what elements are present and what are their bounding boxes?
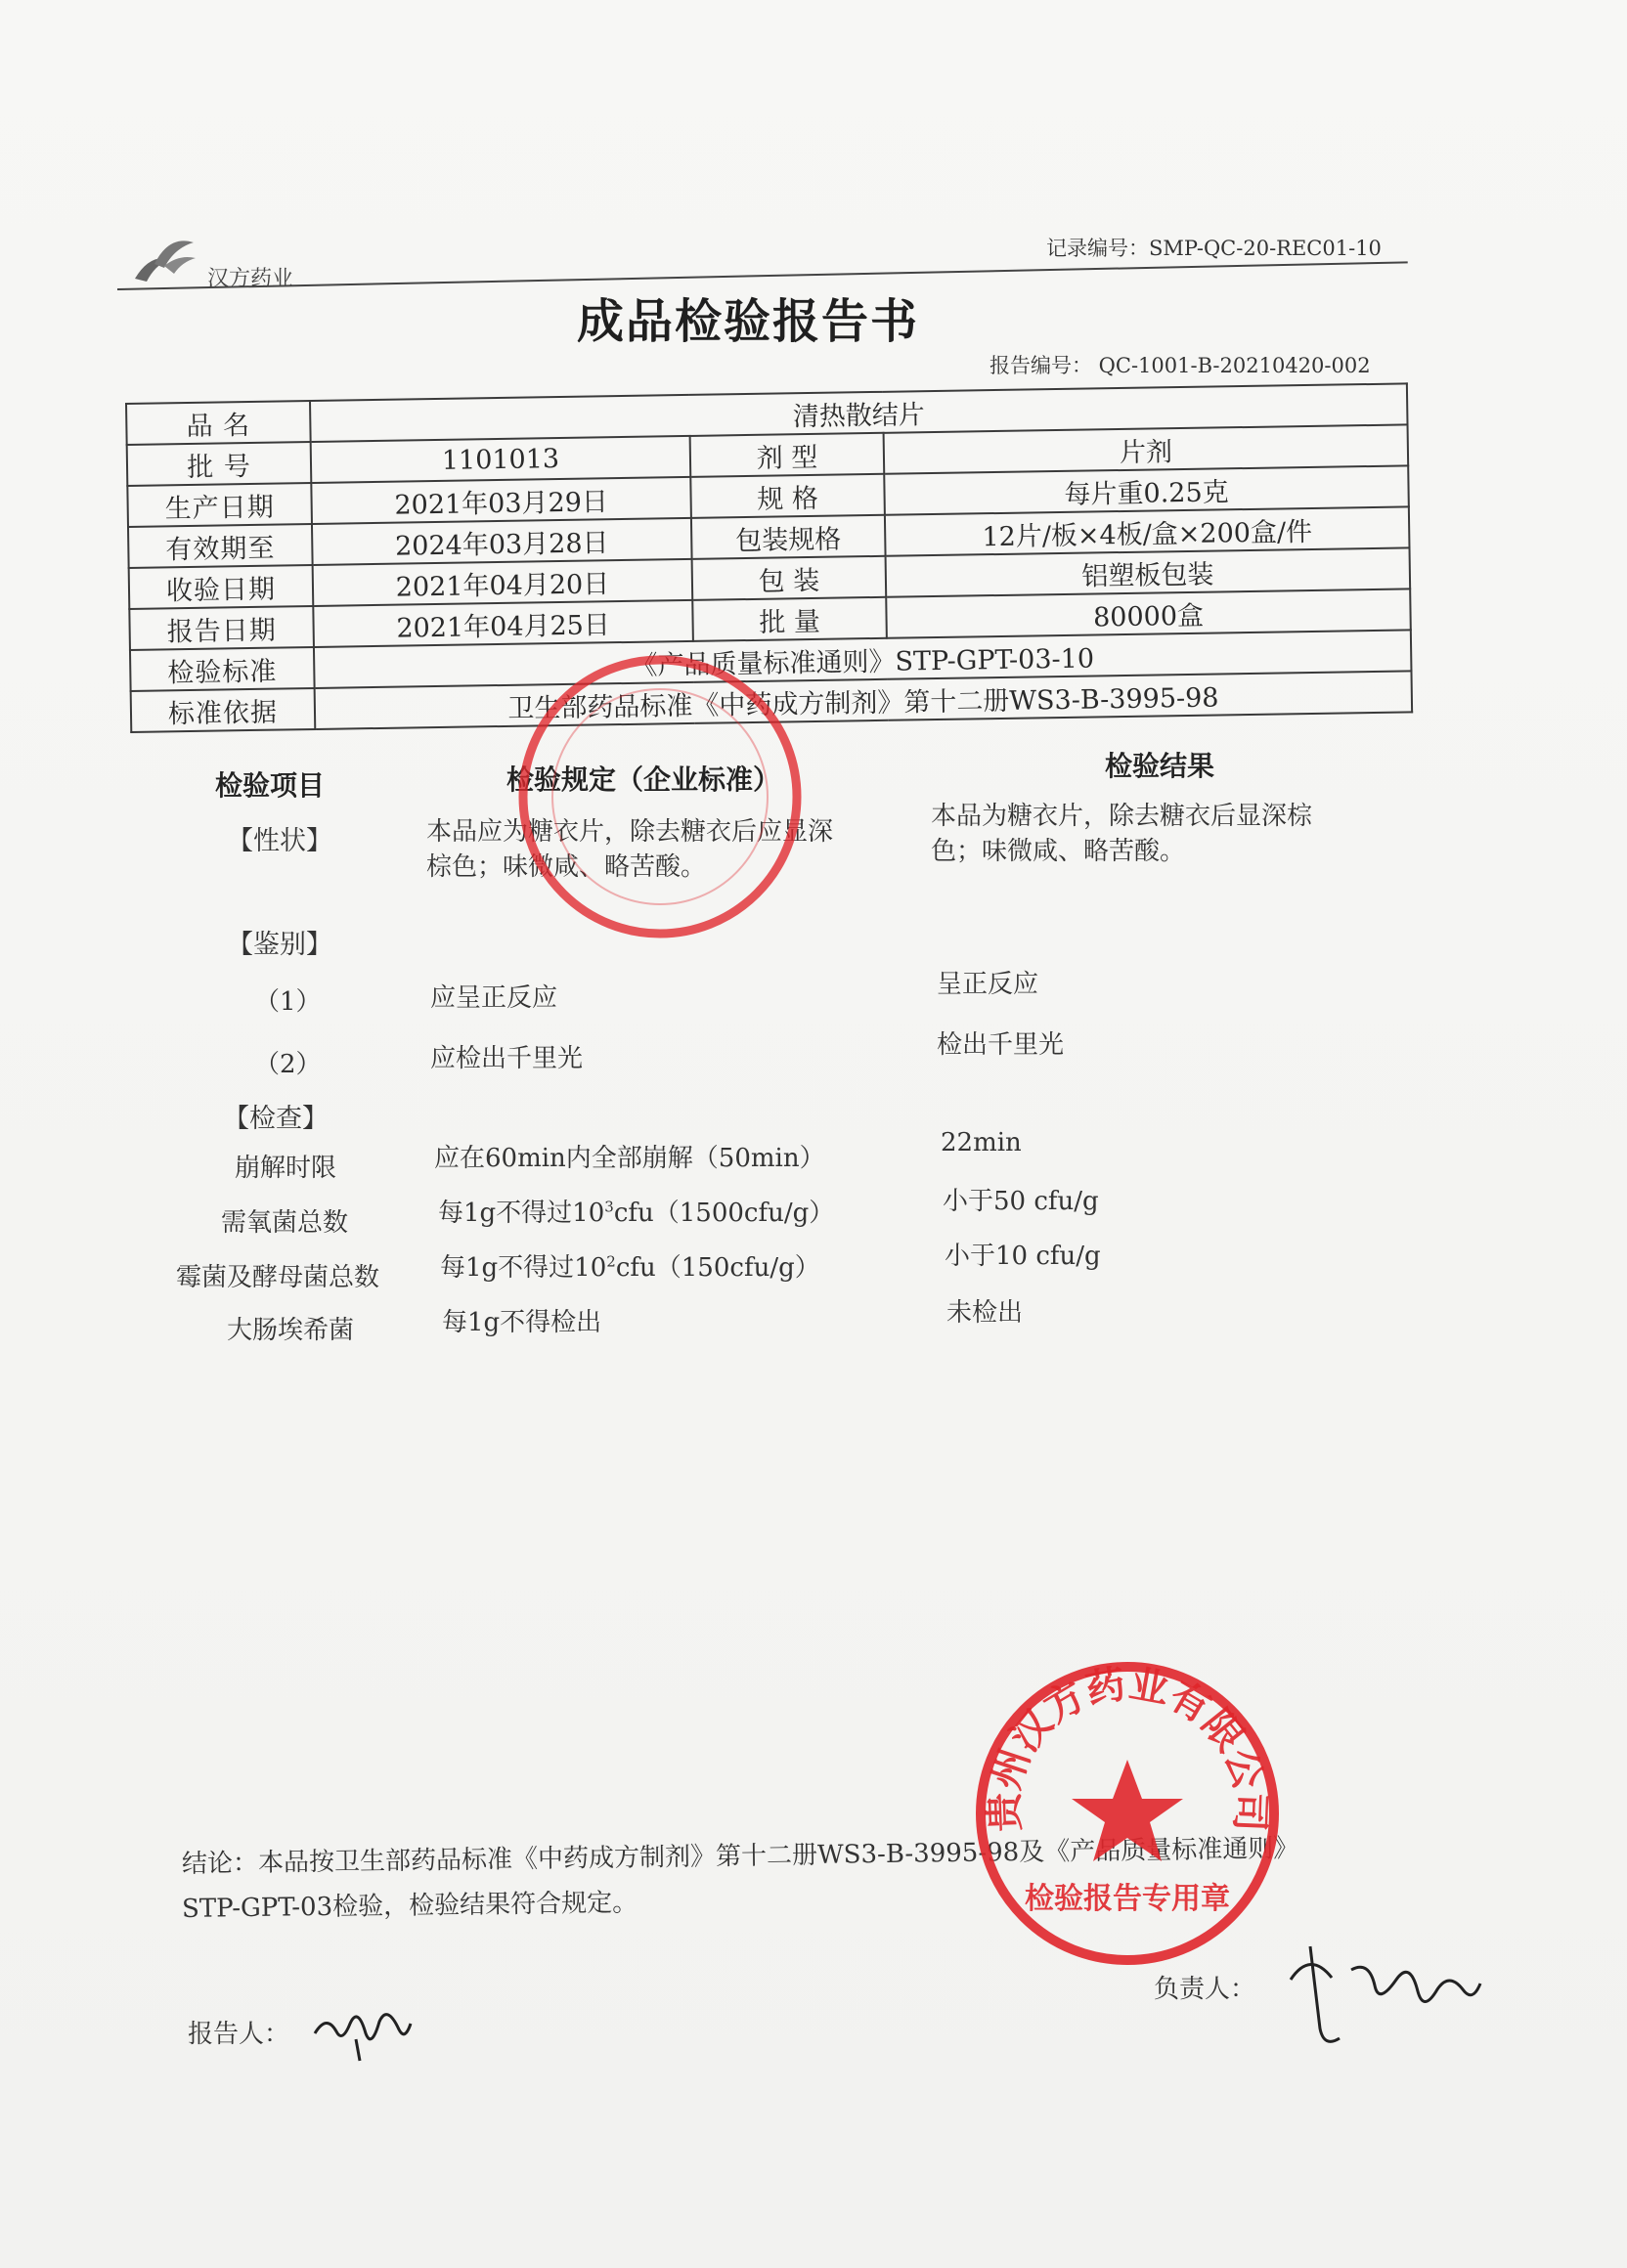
document-title: 成品检验报告书 [577, 294, 920, 349]
batch-size-value: 80000盒 [886, 589, 1411, 637]
identification-1-spec: 应呈正反应 [430, 983, 558, 1013]
expiry-label: 有效期至 [128, 524, 313, 568]
appearance-spec-line2: 棕色；味微咸、略苦酸。 [426, 852, 707, 882]
record-number: 记录编号：SMP-QC-20-REC01-10 [1046, 237, 1382, 260]
pack-spec-label: 包装规格 [691, 515, 886, 559]
company-seal-subtext: 检验报告专用章 [1025, 1882, 1230, 1916]
basis-value: 卫生部药品标准《中药成方制剂》第十二册WS3-B-3995-98 [315, 671, 1413, 729]
packaging-label: 包 装 [692, 556, 887, 600]
ecoli-result: 未检出 [946, 1298, 1024, 1328]
aerobic-count-label: 需氧菌总数 [221, 1208, 349, 1238]
column-header-spec: 检验规定（企业标准） [506, 763, 781, 796]
mold-yeast-result: 小于10 cfu/g [945, 1242, 1101, 1271]
mfg-date-label: 生产日期 [127, 483, 312, 527]
identification-2-spec: 应检出千里光 [430, 1044, 584, 1073]
ecoli-label: 大肠埃希菌 [227, 1316, 355, 1345]
mold-yeast-label: 霉菌及酵母菌总数 [176, 1263, 380, 1292]
batch-no-value: 1101013 [311, 436, 691, 483]
inspection-seal-stamp [508, 645, 812, 948]
aerobic-spec-exponent: 3 [604, 1198, 614, 1216]
mfg-date-value: 2021年03月29日 [311, 477, 691, 524]
identification-2-result: 检出千里光 [937, 1030, 1065, 1060]
company-seal-text: 贵州汉方药业有限公司 [981, 1660, 1274, 1833]
disintegration-label: 崩解时限 [235, 1154, 337, 1183]
inspection-label: 【检查】 [223, 1104, 329, 1134]
appearance-result-line1: 本品为糖衣片，除去糖衣后显深棕 [931, 802, 1313, 831]
spec-value: 每片重0.25克 [884, 465, 1409, 514]
company-seal-stamp [966, 1652, 1289, 1975]
bird-logo-icon [125, 225, 203, 293]
appearance-spec-line1: 本品应为糖衣片，除去糖衣后应显深 [426, 817, 834, 847]
dosage-form-label: 剂 型 [690, 433, 885, 477]
product-name-label: 品 名 [126, 401, 311, 445]
mold-spec-text: 每1g不得过10 [440, 1253, 607, 1283]
aerobic-spec-text: 每1g不得过10 [438, 1199, 605, 1228]
aerobic-count-spec [438, 1193, 834, 1229]
dosage-form-value: 片剂 [884, 424, 1409, 473]
reporter-signature [309, 1994, 417, 2063]
expiry-value: 2024年03月28日 [312, 518, 692, 565]
aerobic-spec-unit: cfu（1500cfu/g） [613, 1199, 835, 1228]
packaging-value: 铝塑板包装 [886, 547, 1411, 596]
appearance-result-line2: 色；味微咸、略苦酸。 [931, 837, 1186, 866]
responsible-person-label: 负责人： [1154, 1975, 1256, 2004]
identification-1-result: 呈正反应 [937, 970, 1039, 999]
identification-2-label: （2） [254, 1050, 322, 1079]
pack-spec-value: 12片/板×4板/盒×200盒/件 [885, 506, 1410, 555]
company-name: 汉方药业 [207, 267, 294, 291]
disintegration-spec: 应在60min内全部崩解（50min） [434, 1144, 825, 1173]
ecoli-spec: 每1g不得检出 [442, 1308, 602, 1337]
report-number: 报告编号： QC-1001-B-20210420-002 [989, 354, 1371, 377]
report-date-value: 2021年04月25日 [313, 600, 693, 647]
column-header-item: 检验项目 [215, 769, 326, 802]
batch-no-label: 批 号 [127, 442, 312, 486]
aerobic-count-result: 小于50 cfu/g [943, 1187, 1099, 1216]
column-header-result: 检验结果 [1105, 750, 1215, 782]
received-date-label: 收验日期 [129, 565, 314, 609]
responsible-signature [1281, 1931, 1486, 2068]
identification-label: 【鉴别】 [227, 930, 332, 960]
mold-yeast-spec [440, 1247, 820, 1284]
identification-1-label: （1） [254, 987, 322, 1017]
standard-value: 《产品质量标准通则》STP-GPT-03-10 [314, 630, 1412, 688]
disintegration-result: 22min [941, 1128, 1022, 1157]
received-date-value: 2021年04月20日 [313, 559, 693, 606]
mold-spec-unit: cfu（150cfu/g） [615, 1253, 820, 1283]
batch-size-label: 批 量 [692, 597, 887, 641]
mold-spec-exponent: 2 [606, 1252, 616, 1271]
standard-label: 检验标准 [130, 647, 315, 691]
reporter-label: 报告人： [188, 2020, 290, 2049]
appearance-label: 【性状】 [227, 826, 332, 856]
conclusion-line2: STP-GPT-03检验，检验结果符合规定。 [181, 1888, 638, 1924]
spec-label: 规 格 [690, 474, 885, 518]
conclusion-line1: 结论：本品按卫生部药品标准《中药成方制剂》第十二册WS3-B-3995-98及《产品质量标准通则》 [181, 1834, 1299, 1879]
basis-label: 标准依据 [131, 688, 316, 732]
report-date-label: 报告日期 [129, 606, 314, 650]
product-name-value: 清热散结片 [310, 383, 1408, 442]
